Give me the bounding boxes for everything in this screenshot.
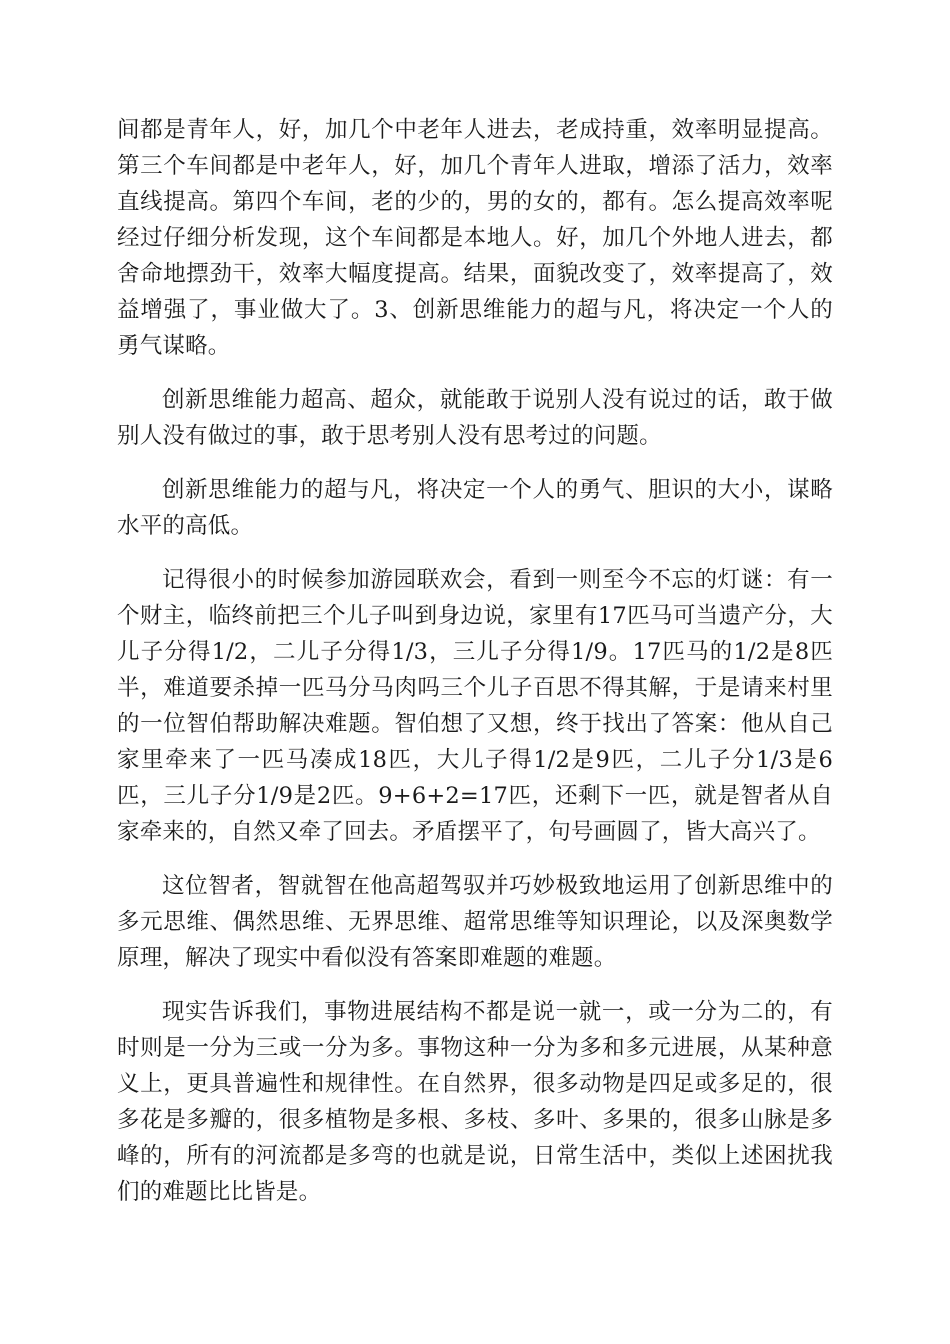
paragraph-reality: 现实告诉我们，事物进展结构不都是说一就一，或一分为二的，有时则是一分为三或一分为多。事物这种一分为多和多元进展，从某种意义上，更具普遍性和规律性。在自然界，很多动物是四足或多足的，很多花是多瓣的，很多植物是多根、多枝、多叶、多果的，很多山脉是多峰的，所有的河流都是多弯的也就是说，日常生活中，类似上述困扰我们的难题比比皆是。 <box>117 999 833 1205</box>
paragraph-horse-riddle: 记得很小的时候参加游园联欢会，看到一则至今不忘的灯谜：有一个财主，临终前把三个儿子叫到身边说，家里有17匹马可当遗产分，大儿子分得1/2，二儿子分得1/3，三儿子分得1/9。17匹马的1/2是8匹半，难道要杀掉一匹马分马肉吗三个儿子百思不得其解，于是请来村里的一位智伯帮助解决难题。智伯想了又想，终于找出了答案：他从自己家里牵来了一匹马凑成18匹，大儿子得1/2是9匹，二儿子分1/3是6匹，三儿子分1/9是2匹。9+6+2=17匹，还剩下一匹，就是智者从自家牵来的，自然又牵了回去。矛盾摆平了，句号画圆了，皆大高兴了。 <box>117 567 833 845</box>
paragraph-innovation-ability: 创新思维能力超高、超众，就能敢于说别人没有说过的话，敢于做别人没有做过的事，敢于思考别人没有思考过的问题。 <box>117 387 833 449</box>
paragraph-wise-man: 这位智者，智就智在他高超驾驭并巧妙极致地运用了创新思维中的多元思维、偶然思维、无界思维、超常思维等知识理论，以及深奥数学原理，解决了现实中看似没有答案即难题的难题。 <box>117 873 833 971</box>
document-body <box>117 112 833 1228</box>
paragraph-continued: 间都是青年人，好，加几个中老年人进去，老成持重，效率明显提高。第三个车间都是中老年人，好，加几个青年人进取，增添了活力，效率直线提高。第四个车间，老的少的，男的女的，都有。怎么提高效率呢经过仔细分析发现，这个车间都是本地人。好，加几个外地人进去，都舍命地摽劲干，效率大幅度提高。结果，面貌改变了，效率提高了，效益增强了，事业做大了。3、创新思维能力的超与凡，将决定一个人的勇气谋略。 <box>117 117 833 359</box>
paragraph-courage-strategy: 创新思维能力的超与凡，将决定一个人的勇气、胆识的大小，谋略水平的高低。 <box>117 477 833 539</box>
